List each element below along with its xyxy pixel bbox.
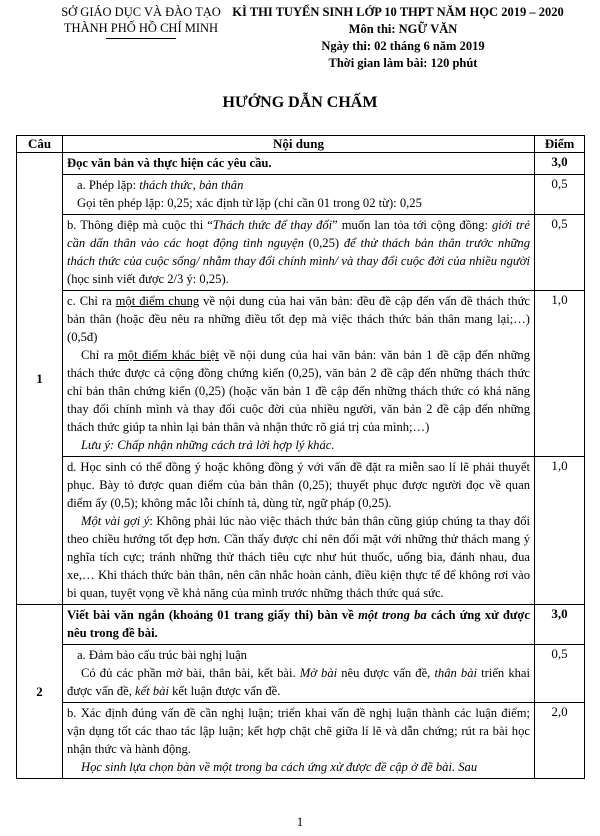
q1-heading: Đọc văn bản và thực hiện các yêu cầu. — [63, 153, 535, 175]
q1c-note: Lưu ý: Chấp nhận những cách trả lời hợp lý khác. — [81, 438, 335, 452]
q1-heading-points: 3,0 — [535, 153, 585, 175]
table-row — [17, 645, 585, 703]
q2a-body: thân bài — [434, 666, 478, 680]
question-number-2: 2 — [17, 605, 63, 779]
q1c-text-3: Chỉ ra — [81, 348, 118, 362]
col-points-header: Điểm — [535, 136, 585, 153]
q1a-detail: Gọi tên phép lặp: 0,25; xác định từ lặp (chỉ cần 01 trong 02 từ): 0,25 — [77, 196, 422, 210]
question-number-1: 1 — [17, 153, 63, 605]
q1-part-a — [63, 175, 535, 215]
page-title: HƯỚNG DẪN CHẤM — [222, 94, 378, 111]
q2a-points: 0,5 — [535, 645, 585, 703]
q2-part-a — [63, 645, 535, 703]
q1-part-c — [63, 291, 535, 457]
q1c-points: 1,0 — [535, 291, 585, 457]
table-header-row — [17, 136, 585, 153]
q1b-idea-2: để thử thách bản thân trước những thách thức của cuộc sống/ nhằm thay đổi chính mình/ và thay đổi cuộc đời của nhiều người — [67, 236, 530, 268]
table-row — [17, 175, 585, 215]
table-row — [17, 291, 585, 457]
q2a-text-3: triển khai được vấn đề, — [67, 666, 531, 698]
page-number: 1 — [296, 814, 304, 829]
q2a-conclusion: kết bài — [135, 684, 169, 698]
table-row — [17, 703, 585, 779]
q1d-hint: : Không phải lúc nào việc thách thức bản thân cũng giúp chúng ta thay đổi theo chiều hướng tốt đẹp hơn. Cần thấy được chỉ nên đối mặt với những thử thách mang ý nghĩa tích cực; tránh những thử thách tiêu cực như hút thuốc, uống bia, đánh nhau, đua xe,… Khi thách thức bản thân, nên cân nhắc hoàn cảnh, điều kiện thực tế để không rơi vào bi quan, tuyệt vọng về khả năng của mình trước những thách thức quá sức. — [67, 514, 530, 600]
q1d-text: d. Học sinh có thể đồng ý hoặc không đồng ý với vấn đề đặt ra miễn sao lí lẽ phải thuyết phục. Bày tỏ được quan điểm của bản thân (0,25); thuyết phục được người đọc về quan điểm ấy (0,5); không mắc lỗi chính tả, dùng từ, ngữ pháp (0,25). — [67, 460, 530, 510]
q1b-points: 0,5 — [535, 215, 585, 291]
col-question-header: Câu — [17, 136, 63, 153]
q2a-intro: Mở bài — [299, 666, 338, 680]
exam-date: Ngày thi: 02 tháng 6 năm 2019 — [321, 39, 485, 53]
table-row — [17, 153, 585, 175]
q2b-note: Học sinh lựa chọn bàn về một trong ba cách ứng xử được đề cập ở đề bài. Sau — [81, 760, 478, 774]
q1b-score-2: (học sinh viết được 2/3 ý: 0,25). — [67, 272, 229, 286]
q1c-text-4: về nội dung của hai văn bản: văn bản 1 đề cập đến những thách thức được cả cộng đồng chứng kiến (0,25), văn bản 2 đề cập đến những thách thức chỉ bản thân chứng kiến (0,25) (hoặc văn bản 1 đề cập đến những thách thức có khả năng thay đổi chính mình và thay đổi cuộc đời của nhiều người, văn bản 2 đề cập đến những thách thức giúp ta nhìn lại bản thân và nhận thức rõ giá trị của mình;…) — [67, 348, 530, 434]
dept-line-1: SỞ GIÁO DỤC VÀ ĐÀO TẠO — [61, 5, 221, 19]
q1b-text-1: b. Thông điệp mà cuộc thi “ — [67, 218, 213, 232]
header-rule — [106, 38, 176, 39]
q2-heading-3: cách ứng xử được nêu trong đề bài. — [67, 608, 530, 640]
q1a-italic: thách thức, bản thân — [139, 178, 244, 192]
exam-info — [206, 4, 590, 72]
q1b-text-2: ” muốn lan tỏa tới cộng đồng: — [332, 218, 492, 232]
q2-heading-2: một trong ba — [358, 608, 427, 622]
grading-table — [16, 135, 585, 779]
q1a-label: a. Phép lặp: — [77, 178, 140, 192]
q2a-title: a. Đảm bảo cấu trúc bài nghị luận — [77, 648, 247, 662]
col-content-header: Nội dung — [63, 136, 535, 153]
q1a-points: 0,5 — [535, 175, 585, 215]
q2-heading-points: 3,0 — [535, 605, 585, 645]
exam-duration: Thời gian làm bài: 120 phút — [328, 56, 478, 70]
q1d-points: 1,0 — [535, 457, 585, 605]
table-row — [17, 605, 585, 645]
q1b-score-1: (0,25) — [303, 236, 344, 250]
q1b-idea-1: giới trẻ cần dấn thân vào các hoạt động tình nguyện — [67, 218, 530, 250]
exam-title: KÌ THI TUYỂN SINH LỚP 10 THPT NĂM HỌC 2019 – 2020 — [232, 5, 564, 19]
q2-part-b — [63, 703, 535, 779]
q1c-text-1: c. Chỉ ra — [67, 294, 116, 308]
exam-subject: Môn thi: NGỮ VĂN — [348, 22, 458, 36]
q2a-text-4: kết luận được vấn đề. — [168, 684, 281, 698]
table-row — [17, 215, 585, 291]
q1c-text-2: về nội dung của hai văn bản: đều đề cập đến vấn đề thách thức bản thân (hoặc đều nêu ra những điều tốt đẹp mà việc thách thức bản thân mang lại;…) (0,5đ) — [67, 294, 530, 344]
q2b-points: 2,0 — [535, 703, 585, 779]
q1b-contest-name: Thách thức để thay đổi — [212, 218, 333, 232]
q2b-text: b. Xác định đúng vấn đề cần nghị luận; triển khai vấn đề nghị luận thành các luận điểm; vận dụng tốt các thao tác lập luận; kết hợp chặt chẽ giữa lí lẽ và dẫn chứng; rút ra bài học nhận thức và hành động. — [67, 706, 530, 756]
dept-line-2: THÀNH PHỐ HỒ CHÍ MINH — [63, 21, 219, 35]
q1d-hint-label: Một vài gợi ý — [81, 514, 150, 528]
q2-heading — [63, 605, 535, 645]
table-row — [17, 457, 585, 605]
q1-part-d — [63, 457, 535, 605]
q1c-common-point: một điểm chung — [115, 294, 200, 308]
q2a-text-1: Có đủ các phần mở bài, thân bài, kết bài. — [81, 666, 300, 680]
q2-heading-1: Viết bài văn ngắn (khoảng 01 trang giấy thi) bàn về — [67, 608, 359, 622]
q1-part-b — [63, 215, 535, 291]
q1c-difference: một điểm khác biệt — [117, 348, 219, 362]
q2a-text-2: nêu được vấn đề, — [337, 666, 435, 680]
